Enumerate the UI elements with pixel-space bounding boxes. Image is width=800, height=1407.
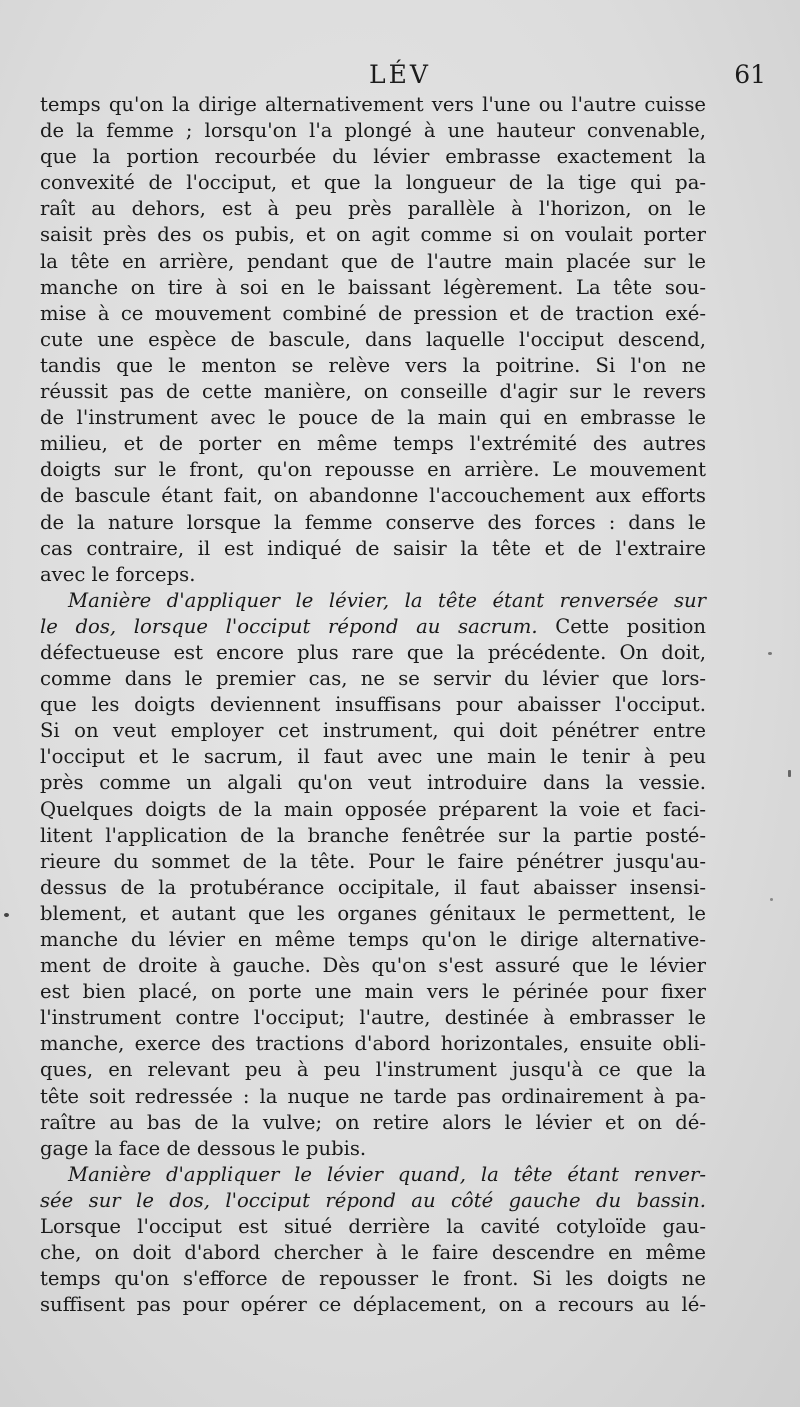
text-line: [40, 92, 706, 118]
text-line: [40, 979, 706, 1005]
line-text: che, on doit d'abord chercher à le faire descendre en même: [40, 1241, 706, 1265]
line-text: est bien placé, on porte une main vers le périnée pour fixer: [40, 980, 706, 1004]
line-text: comme dans le premier cas, ne se servir du lévier que lors-: [40, 667, 706, 691]
text-line: [40, 249, 706, 275]
text-line: [40, 640, 706, 666]
text-line: [40, 901, 706, 927]
line-text: manche, exerce des tractions d'abord horizontales, ensuite obli-: [40, 1032, 706, 1056]
running-head: LÉV: [369, 60, 431, 89]
text-line: [40, 353, 706, 379]
line-text: saisit près des os pubis, et on agit comme si on voulait porter: [40, 223, 706, 247]
text-line: [40, 770, 706, 796]
page-number: 61: [734, 60, 766, 89]
text-line: [40, 1057, 706, 1083]
line-text: l'occiput et le sacrum, il faut avec une main le tenir à peu: [40, 745, 706, 769]
line-text: temps qu'on la dirige alternativement vers l'une ou l'autre cuisse: [40, 93, 706, 116]
text-line: [40, 1110, 706, 1136]
text-line: [40, 1292, 706, 1318]
line-text: tandis que le menton se relève vers la poitrine. Si l'on ne: [40, 353, 706, 377]
line-text: Quelques doigts de la main opposée préparent la voie et faci-: [40, 797, 706, 821]
text-line: [40, 536, 706, 562]
line-text: l'instrument contre l'occiput; l'autre, destinée à embrasser le: [40, 1006, 706, 1030]
line-text: blement, et autant que les organes génitaux le permettent, le: [40, 901, 706, 925]
line-text: cas contraire, il est indiqué de saisir la tête et de l'extraire: [40, 536, 706, 560]
text-line: [40, 692, 706, 718]
text-line: [40, 1266, 706, 1292]
line-text: dessus de la protubérance occipitale, il faut abaisser insensi-: [40, 875, 706, 899]
ink-speck: [788, 770, 791, 777]
text-line: [40, 849, 706, 875]
text-line: [40, 875, 706, 901]
text-line: [40, 927, 706, 953]
text-line: [40, 327, 706, 353]
line-text: de l'instrument avec le pouce de la main qui en embrasse le: [40, 406, 706, 430]
line-text: de la femme ; lorsqu'on l'a plongé à une hauteur convenable,: [40, 119, 706, 143]
text-line: [40, 797, 706, 823]
line-text: que les doigts deviennent insuffisans pour abaisser l'occiput.: [40, 693, 706, 717]
line-text: réussit pas de cette manière, on conseille d'agir sur le revers: [40, 380, 706, 404]
line-text: suffisent pas pour opérer ce déplacement, on a recours au lé-: [40, 1293, 706, 1317]
text-line: [40, 744, 706, 770]
italic-heading-text: le dos, lorsque l'occiput répond au sacrum.: [40, 614, 538, 638]
line-text: ment de droite à gauche. Dès qu'on s'est assuré que le lévier: [40, 954, 706, 978]
line-text: raître au bas de la vulve; on retire alors le lévier et on dé-: [40, 1110, 706, 1134]
text-line: [40, 431, 706, 457]
text-line: [40, 823, 706, 849]
line-text: de la nature lorsque la femme conserve des forces : dans le: [40, 510, 706, 534]
text-line: [40, 379, 706, 405]
line-text: litent l'application de la branche fenêtrée sur la partie posté-: [40, 823, 706, 847]
line-text: gage la face de dessous le pubis.: [40, 1136, 367, 1160]
line-text: manche on tire à soi en le baissant légèrement. La tête sou-: [40, 275, 706, 299]
text-line: [40, 1214, 706, 1240]
line-text: manche du lévier en même temps qu'on le dirige alternative-: [40, 928, 706, 951]
line-text: convexité de l'occiput, et que la longueur de la tige qui pa-: [40, 171, 706, 195]
body-text: [40, 92, 706, 1318]
line-text: Lorsque l'occiput est situé derrière la cavité cotyloïde gau-: [40, 1215, 706, 1239]
line-text: milieu, et de porter en même temps l'extrémité des autres: [40, 432, 706, 456]
line-text: raît au dehors, est à peu près parallèle à l'horizon, on le: [40, 197, 706, 221]
text-line: [40, 1240, 706, 1266]
text-line: [40, 275, 706, 301]
ink-speck: [4, 913, 9, 917]
text-line: [40, 1084, 706, 1110]
line-text: près comme un algali qu'on veut introduire dans la vessie.: [40, 771, 706, 795]
text-line: [40, 510, 706, 536]
line-text: tête soit redressée : la nuque ne tarde pas ordinairement à pa-: [40, 1084, 706, 1108]
line-text: doigts sur le front, qu'on repousse en arrière. Le mouvement: [40, 458, 706, 482]
text-line: [40, 1031, 706, 1057]
text-line: [40, 457, 706, 483]
line-text: Si on veut employer cet instrument, qui doit pénétrer entre: [40, 719, 706, 743]
text-line: [40, 1005, 706, 1031]
line-text: temps qu'on s'efforce de repousser le front. Si les doigts ne: [40, 1267, 706, 1291]
text-line: [40, 1188, 706, 1214]
text-line: [40, 562, 706, 588]
line-text: la tête en arrière, pendant que de l'autre main placée sur le: [40, 249, 706, 273]
line-text: défectueuse est encore plus rare que la précédente. On doit,: [40, 640, 706, 664]
line-text: ques, en relevant peu à peu l'instrument jusqu'à ce que la: [40, 1058, 706, 1082]
text-line: [40, 614, 706, 640]
text-line: [40, 301, 706, 327]
line-text: cute une espèce de bascule, dans laquelle l'occiput descend,: [40, 327, 706, 351]
text-line: [40, 222, 706, 248]
line-text: Cette position: [537, 614, 706, 638]
ink-speck: [770, 898, 773, 901]
text-line: [40, 953, 706, 979]
line-text: mise à ce mouvement combiné de pression et de traction exé-: [40, 301, 706, 325]
text-line: [40, 588, 706, 614]
text-line: [40, 1162, 706, 1188]
line-text: de bascule étant fait, on abandonne l'accouchement aux efforts: [40, 484, 706, 508]
text-line: [40, 170, 706, 196]
italic-heading-text: Manière d'appliquer le lévier quand, la tête étant renver-: [68, 1162, 706, 1186]
text-line: [40, 666, 706, 692]
text-line: [40, 196, 706, 222]
italic-heading-text: sée sur le dos, l'occiput répond au côté gauche du bassin.: [40, 1188, 706, 1212]
text-line: [40, 405, 706, 431]
ink-speck: [768, 652, 772, 655]
text-line: [40, 1136, 706, 1162]
line-text: que la portion recourbée du lévier embrasse exactement la: [40, 145, 706, 169]
italic-heading-text: Manière d'appliquer le lévier, la tête étant renversée sur: [68, 588, 706, 612]
text-line: [40, 144, 706, 170]
text-line: [40, 718, 706, 744]
page-header: [0, 56, 800, 96]
text-line: [40, 483, 706, 509]
text-line: [40, 118, 706, 144]
line-text: rieure du sommet de la tête. Pour le faire pénétrer jusqu'au-: [40, 849, 706, 873]
line-text: avec le forceps.: [40, 562, 196, 586]
